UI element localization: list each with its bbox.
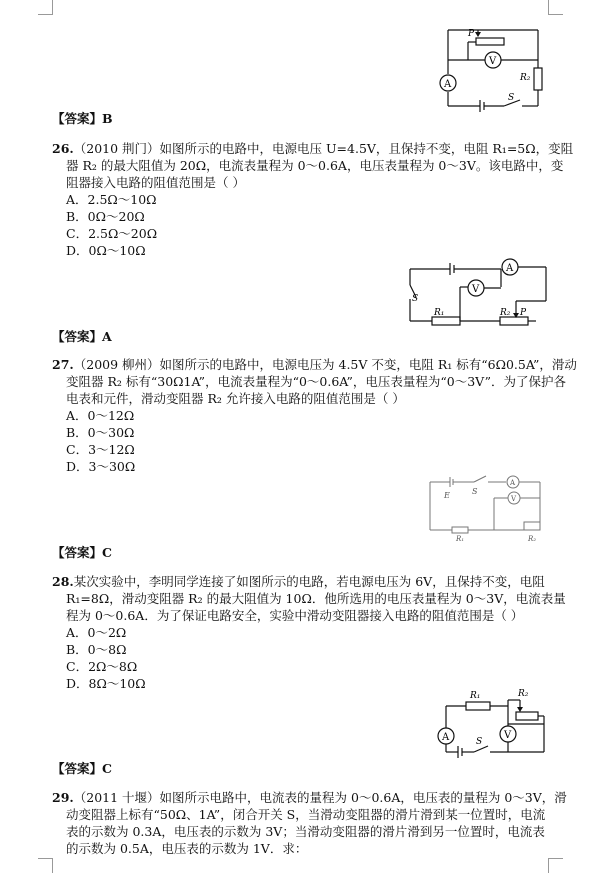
switch-label: S <box>412 294 419 304</box>
question-26-line-1 <box>52 141 573 157</box>
answer-27: 【答案】C <box>52 545 112 560</box>
question-28-number: 28. <box>52 574 74 589</box>
corner-mark <box>38 858 53 859</box>
question-29-number: 29. <box>52 790 74 805</box>
question-26-option-d: D．0Ω～10Ω <box>66 243 146 258</box>
ammeter-label: A <box>506 263 514 274</box>
switch-label: S <box>472 487 478 496</box>
question-28-line-3: 程为 0～0.6A．为了保证电路安全，实验中滑动变阻器接入电路的阻值范围是（ ） <box>66 608 524 623</box>
question-27-option-a: A．0～12Ω <box>66 408 135 423</box>
corner-mark <box>52 0 53 14</box>
question-29-line-1 <box>52 790 567 806</box>
switch-label: S <box>476 737 483 747</box>
question-28-option-b: B．0～8Ω <box>66 642 127 657</box>
question-27-text: （2009 柳州）如图所示的电路中，电源电压为 4.5V 不变，电阻 R₁ 标有“6Ω0.5A”，滑动 <box>73 357 577 372</box>
question-28-option-c: C．2Ω～8Ω <box>66 659 138 674</box>
voltmeter-label: V <box>504 730 512 741</box>
question-27-option-c: C．3～12Ω <box>66 442 135 457</box>
source-label: E <box>444 491 450 500</box>
question-26-text: （2010 荆门）如图所示的电路中，电源电压 U=4.5V，且保持不变，电阻 R₁=5Ω，变阻 <box>73 141 574 156</box>
question-28-text: 某次实验中，李明同学连接了如图所示的电路，若电源电压为 6V，且保持不变，电阻 <box>73 574 545 589</box>
circuit-diagram-27 <box>424 472 550 542</box>
switch-label: S <box>508 93 515 103</box>
question-26-option-a: A．2.5Ω～10Ω <box>66 192 157 207</box>
corner-mark <box>548 858 563 859</box>
question-27-line-2: 变阻器 R₂ 标有“30Ω1A”，电流表量程为“0～0.6A”，电压表量程为“0～3V”．为了保护各 <box>66 374 567 389</box>
ammeter-label: A <box>442 732 450 743</box>
question-26-option-b: B．0Ω～20Ω <box>66 209 145 224</box>
circuit-diagram-28 <box>436 688 550 760</box>
resistor-r1-label: R₁ <box>434 308 445 318</box>
voltmeter-label: V <box>511 495 517 503</box>
question-29-line-4: 的示数为 0.5A，电压表的示数为 1V．求： <box>66 841 308 856</box>
resistor-r2-label: R₂ <box>528 535 537 542</box>
question-29-line-3: 表的示数为 0.3A，电压表的示数为 3V；当滑动变阻器的滑片滑到另一位置时，电流表 <box>66 824 545 839</box>
voltmeter-label: V <box>472 284 480 295</box>
answer-prev: 【答案】B <box>52 111 113 126</box>
voltmeter-label: V <box>489 56 497 67</box>
question-27-line-3: 电表和元件，滑动变阻器 R₂ 允许接入电路的阻值范围是（ ） <box>66 391 405 406</box>
question-29-line-2: 动变阻器上标有“50Ω、1A”，闭合开关 S，当滑动变阻器的滑片滑到某一位置时，电流 <box>66 807 546 822</box>
slider-label: P <box>520 308 527 318</box>
question-26-line-2: 器 R₂ 的最大阻值为 20Ω，电流表量程为 0～0.6A，电压表量程为 0～3V。该电路中，变 <box>66 158 564 173</box>
ammeter-label: A <box>444 79 452 90</box>
corner-mark <box>548 0 549 14</box>
question-27-number: 27. <box>52 357 74 372</box>
question-28-line-1 <box>52 574 545 590</box>
circuit-diagram-26 <box>404 257 550 329</box>
circuit-diagram-prev <box>438 22 550 112</box>
resistor-r2-label: R₂ <box>518 689 529 699</box>
corner-mark <box>548 858 549 873</box>
resistor-r1-label: R₁ <box>470 691 481 701</box>
corner-mark <box>548 14 563 15</box>
question-27-option-d: D．3～30Ω <box>66 459 136 474</box>
question-26-number: 26. <box>52 141 74 156</box>
answer-28: 【答案】C <box>52 761 112 776</box>
ammeter-label: A <box>510 479 516 487</box>
corner-mark <box>38 14 53 15</box>
question-26-option-c: C．2.5Ω～20Ω <box>66 226 158 241</box>
slider-label: P <box>468 29 475 39</box>
question-27-line-1 <box>52 357 577 373</box>
question-28-option-d: D．8Ω～10Ω <box>66 676 146 691</box>
corner-mark <box>52 858 53 873</box>
question-28-line-2: R₁=8Ω，滑动变阻器 R₂ 的最大阻值为 10Ω．他所选用的电压表量程为 0～3V，电流表量 <box>66 591 566 606</box>
question-29-text: （2011 十堰）如图所示电路中，电流表的量程为 0～0.6A，电压表的量程为 0～3V，滑 <box>73 790 567 805</box>
resistor-label: R₂ <box>520 73 531 83</box>
question-28-option-a: A．0～2Ω <box>66 625 127 640</box>
question-27-option-b: B．0～30Ω <box>66 425 135 440</box>
question-26-line-3: 阻器接入电路的阻值范围是（ ） <box>66 175 245 190</box>
resistor-r2-label: R₂ <box>500 308 511 318</box>
answer-26: 【答案】A <box>52 329 112 344</box>
resistor-r1-label: R₁ <box>456 535 465 542</box>
